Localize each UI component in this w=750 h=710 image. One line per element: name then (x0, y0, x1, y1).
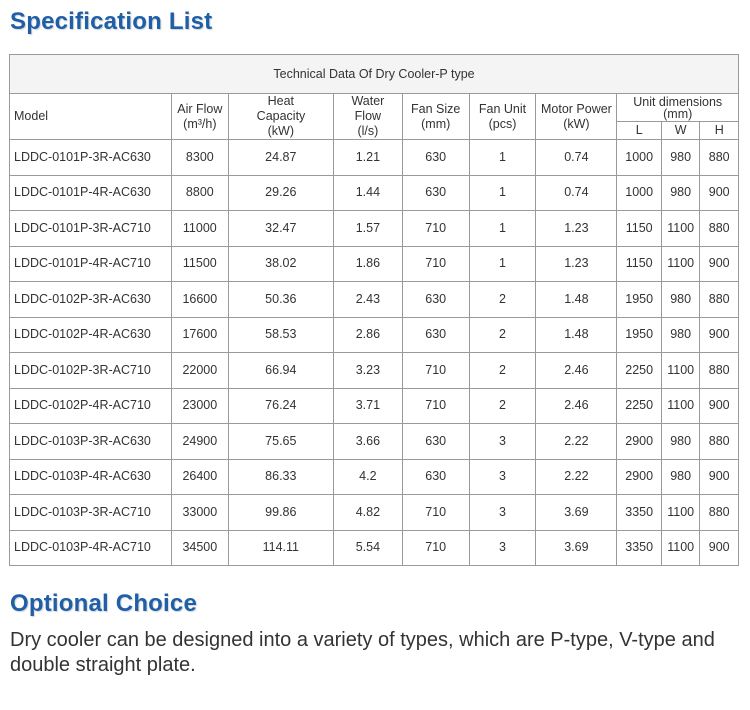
table-row (10, 246, 739, 282)
cell-fan-unit: 3 (469, 495, 536, 531)
cell-water-flow: 2.86 (333, 317, 402, 353)
cell-model: LDDC-0102P-3R-AC710 (10, 353, 172, 389)
cell-dim-w: 1100 (661, 495, 699, 531)
header-water-flow-unit: (l/s) (357, 124, 379, 138)
cell-dim-h: 880 (700, 424, 739, 460)
cell-air-flow: 11000 (171, 211, 228, 247)
header-unit-dimensions-label: Unit dimensions (633, 94, 723, 109)
cell-water-flow: 5.54 (333, 530, 402, 566)
table-row (10, 211, 739, 247)
table-row (10, 317, 739, 353)
header-fan-size (402, 94, 469, 140)
cell-dim-w: 980 (661, 317, 699, 353)
header-unit-dimensions (617, 94, 739, 122)
header-heat-capacity-unit: (kW) (267, 124, 294, 138)
cell-motor-power: 1.23 (536, 246, 617, 282)
header-motor-power (536, 94, 617, 140)
table-row (10, 495, 739, 531)
cell-air-flow: 17600 (171, 317, 228, 353)
cell-motor-power: 1.48 (536, 317, 617, 353)
cell-dim-h: 880 (700, 495, 739, 531)
header-heat-capacity (228, 94, 333, 140)
optional-choice-text: Dry cooler can be designed into a variety of types, which are P-type, V-type and double straight plate. (10, 629, 715, 676)
header-fan-size-label: Fan Size (411, 101, 461, 116)
header-air-flow-unit: (m³/h) (183, 116, 217, 131)
cell-motor-power: 2.22 (536, 459, 617, 495)
cell-fan-unit: 2 (469, 353, 536, 389)
cell-fan-unit: 3 (469, 424, 536, 460)
cell-dim-h: 880 (700, 140, 739, 176)
cell-water-flow: 3.66 (333, 424, 402, 460)
cell-model: LDDC-0101P-3R-AC630 (10, 140, 172, 176)
cell-water-flow: 3.71 (333, 388, 402, 424)
cell-model: LDDC-0103P-4R-AC710 (10, 530, 172, 566)
cell-heat-capacity: 75.65 (228, 424, 333, 460)
header-dim-l: L (617, 122, 662, 140)
cell-heat-capacity: 24.87 (228, 140, 333, 176)
cell-motor-power: 0.74 (536, 140, 617, 176)
cell-dim-w: 1100 (661, 211, 699, 247)
cell-dim-w: 1100 (661, 388, 699, 424)
cell-fan-size: 630 (402, 317, 469, 353)
cell-fan-unit: 1 (469, 211, 536, 247)
cell-motor-power: 1.48 (536, 282, 617, 318)
cell-fan-size: 710 (402, 353, 469, 389)
cell-dim-w: 1100 (661, 530, 699, 566)
cell-fan-unit: 1 (469, 246, 536, 282)
cell-fan-size: 630 (402, 282, 469, 318)
cell-dim-w: 980 (661, 459, 699, 495)
cell-fan-unit: 2 (469, 317, 536, 353)
cell-fan-size: 710 (402, 388, 469, 424)
cell-dim-l: 1150 (617, 211, 662, 247)
cell-heat-capacity: 29.26 (228, 175, 333, 211)
cell-fan-size: 710 (402, 495, 469, 531)
header-air-flow (171, 94, 228, 140)
cell-model: LDDC-0103P-3R-AC630 (10, 424, 172, 460)
header-water-flow (333, 94, 402, 140)
cell-dim-l: 1150 (617, 246, 662, 282)
cell-heat-capacity: 50.36 (228, 282, 333, 318)
cell-fan-unit: 3 (469, 459, 536, 495)
cell-water-flow: 1.86 (333, 246, 402, 282)
cell-model: LDDC-0103P-4R-AC630 (10, 459, 172, 495)
cell-water-flow: 1.44 (333, 175, 402, 211)
cell-heat-capacity: 38.02 (228, 246, 333, 282)
cell-dim-h: 900 (700, 317, 739, 353)
cell-air-flow: 8300 (171, 140, 228, 176)
header-motor-power-unit: (kW) (563, 116, 590, 131)
cell-dim-h: 880 (700, 211, 739, 247)
cell-dim-h: 880 (700, 282, 739, 318)
cell-heat-capacity: 58.53 (228, 317, 333, 353)
table-row (10, 459, 739, 495)
cell-dim-h: 900 (700, 388, 739, 424)
cell-air-flow: 26400 (171, 459, 228, 495)
cell-model: LDDC-0101P-4R-AC630 (10, 175, 172, 211)
cell-heat-capacity: 99.86 (228, 495, 333, 531)
cell-water-flow: 4.2 (333, 459, 402, 495)
cell-dim-h: 900 (700, 530, 739, 566)
cell-fan-unit: 1 (469, 140, 536, 176)
header-motor-power-label: Motor Power (540, 101, 612, 116)
cell-model: LDDC-0102P-4R-AC630 (10, 317, 172, 353)
header-model: Model (10, 94, 172, 140)
header-air-flow-label: Air Flow (177, 101, 223, 116)
cell-dim-l: 2250 (617, 353, 662, 389)
header-water-flow-label: Water Flow (351, 94, 385, 123)
header-dim-h: H (700, 122, 739, 140)
cell-dim-h: 880 (700, 353, 739, 389)
cell-heat-capacity: 86.33 (228, 459, 333, 495)
spec-table (9, 54, 739, 566)
header-fan-unit-label: Fan Unit (478, 101, 527, 116)
table-row (10, 530, 739, 566)
table-row (10, 140, 739, 176)
table-row (10, 175, 739, 211)
cell-air-flow: 34500 (171, 530, 228, 566)
cell-fan-size: 630 (402, 459, 469, 495)
cell-air-flow: 16600 (171, 282, 228, 318)
cell-water-flow: 4.82 (333, 495, 402, 531)
optional-choice-heading: Optional Choice (10, 590, 198, 617)
cell-dim-l: 2900 (617, 424, 662, 460)
cell-heat-capacity: 66.94 (228, 353, 333, 389)
cell-motor-power: 3.69 (536, 495, 617, 531)
spec-list-heading: Specification List (10, 8, 213, 35)
cell-heat-capacity: 114.11 (228, 530, 333, 566)
cell-model: LDDC-0102P-4R-AC710 (10, 388, 172, 424)
cell-dim-w: 980 (661, 282, 699, 318)
cell-dim-l: 2250 (617, 388, 662, 424)
header-dim-w: W (661, 122, 699, 140)
table-row (10, 353, 739, 389)
cell-dim-l: 1950 (617, 317, 662, 353)
cell-fan-size: 710 (402, 211, 469, 247)
cell-water-flow: 1.21 (333, 140, 402, 176)
cell-model: LDDC-0101P-3R-AC710 (10, 211, 172, 247)
cell-dim-h: 900 (700, 246, 739, 282)
table-row (10, 424, 739, 460)
header-fan-unit-unit: (pcs) (488, 116, 517, 131)
cell-dim-l: 3350 (617, 495, 662, 531)
cell-air-flow: 22000 (171, 353, 228, 389)
cell-dim-w: 980 (661, 424, 699, 460)
cell-motor-power: 2.46 (536, 353, 617, 389)
cell-fan-size: 710 (402, 246, 469, 282)
cell-air-flow: 11500 (171, 246, 228, 282)
table-row (10, 282, 739, 318)
cell-air-flow: 33000 (171, 495, 228, 531)
cell-dim-l: 1950 (617, 282, 662, 318)
cell-air-flow: 24900 (171, 424, 228, 460)
table-body (10, 140, 739, 566)
cell-motor-power: 2.46 (536, 388, 617, 424)
header-fan-unit (469, 94, 536, 140)
cell-water-flow: 2.43 (333, 282, 402, 318)
header-heat-capacity-label: Heat Capacity (256, 94, 306, 123)
cell-model: LDDC-0102P-3R-AC630 (10, 282, 172, 318)
cell-water-flow: 3.23 (333, 353, 402, 389)
cell-motor-power: 2.22 (536, 424, 617, 460)
cell-dim-l: 1000 (617, 140, 662, 176)
cell-air-flow: 8800 (171, 175, 228, 211)
cell-motor-power: 3.69 (536, 530, 617, 566)
cell-fan-size: 630 (402, 175, 469, 211)
cell-air-flow: 23000 (171, 388, 228, 424)
cell-heat-capacity: 76.24 (228, 388, 333, 424)
cell-dim-w: 980 (661, 140, 699, 176)
table-row (10, 388, 739, 424)
cell-fan-size: 710 (402, 530, 469, 566)
cell-model: LDDC-0103P-3R-AC710 (10, 495, 172, 531)
cell-fan-size: 630 (402, 140, 469, 176)
cell-fan-size: 630 (402, 424, 469, 460)
cell-dim-w: 1100 (661, 246, 699, 282)
cell-dim-l: 2900 (617, 459, 662, 495)
header-fan-size-unit: (mm) (421, 116, 451, 131)
cell-dim-h: 900 (700, 459, 739, 495)
table-caption: Technical Data Of Dry Cooler-P type (10, 55, 739, 94)
cell-heat-capacity: 32.47 (228, 211, 333, 247)
cell-dim-h: 900 (700, 175, 739, 211)
cell-model: LDDC-0101P-4R-AC710 (10, 246, 172, 282)
cell-water-flow: 1.57 (333, 211, 402, 247)
cell-fan-unit: 3 (469, 530, 536, 566)
cell-motor-power: 1.23 (536, 211, 617, 247)
cell-dim-l: 3350 (617, 530, 662, 566)
cell-fan-unit: 1 (469, 175, 536, 211)
header-unit-dimensions-unit: (mm) (663, 106, 693, 121)
cell-fan-unit: 2 (469, 282, 536, 318)
cell-motor-power: 0.74 (536, 175, 617, 211)
cell-dim-l: 1000 (617, 175, 662, 211)
cell-dim-w: 1100 (661, 353, 699, 389)
cell-fan-unit: 2 (469, 388, 536, 424)
cell-dim-w: 980 (661, 175, 699, 211)
